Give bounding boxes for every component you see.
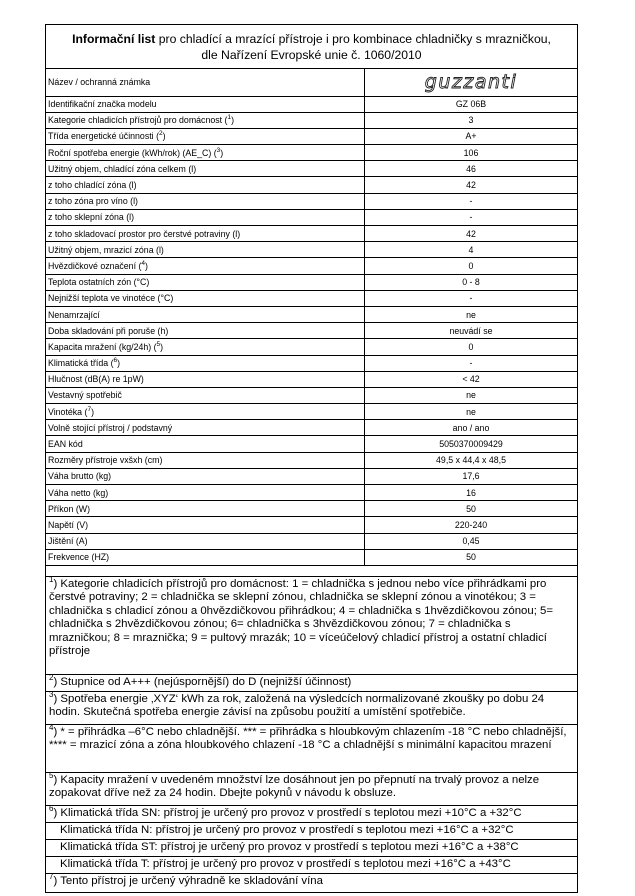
spec-label-text: z toho chladící zóna (l) — [48, 180, 137, 191]
spec-label-suffix: ) — [162, 131, 166, 142]
spec-label-text: Doba skladování při poruše (h) — [48, 325, 169, 336]
spec-value: 4 — [365, 242, 578, 258]
spec-label — [46, 339, 365, 355]
spec-value: 50 — [365, 501, 578, 517]
spec-label-text: Roční spotřeba energie (kWh/rok) (AE_C) ( — [48, 147, 217, 158]
spec-row — [46, 128, 577, 144]
footnote — [46, 773, 577, 806]
spec-row — [46, 485, 577, 501]
footnote — [46, 823, 577, 840]
spec-label-text: Identifikační značka modelu — [48, 99, 157, 110]
footnote-text: ) Kapacity mražení v uvedeném množství lze dosáhnout jen po přepnutí na trvalý provoz a nelze zopakovat dříve než za 24 hodin. Dbejte pokynů v návodu k obsluze. — [49, 773, 540, 800]
spec-row — [46, 177, 577, 193]
spec-row — [46, 209, 577, 225]
footnote-text: Klimatická třída T: přístroj je určený pro provoz v prostředí s teplotou mezi +16°C a +43°C — [60, 857, 511, 870]
spec-label — [46, 485, 365, 501]
spec-row — [46, 404, 577, 420]
spec-value: 46 — [365, 161, 578, 177]
spec-label-text: Užitný objem, mrazicí zóna (l) — [48, 244, 164, 255]
spec-label — [46, 355, 365, 371]
footnote-text: Klimatická třída ST: přístroj je určený pro provoz v prostředí s teplotou mezi +16°C a +38°C — [60, 840, 519, 853]
spec-label-text: Nejnižší teplota ve vinotéce (°C) — [48, 293, 174, 304]
footnote — [46, 806, 577, 823]
spec-label-text: Hvězdičkové označení ( — [48, 260, 142, 271]
spec-value: ne — [365, 387, 578, 403]
spec-label — [46, 177, 365, 193]
spec-value: 5050370009429 — [365, 436, 578, 452]
spec-label-text: Teplota ostatních zón (°C) — [48, 277, 150, 288]
footnote — [46, 692, 577, 725]
spec-row — [46, 517, 577, 533]
spec-value: ne — [365, 306, 578, 322]
spec-row — [46, 226, 577, 242]
spec-value: ne — [365, 404, 578, 420]
header-title-rest: pro chladící a mrazící přístroje i pro kombinace chladničky s mrazničkou, — [155, 32, 551, 46]
brand-row — [46, 69, 577, 96]
spec-label — [46, 161, 365, 177]
spec-label-text: Příkon (W) — [48, 503, 91, 514]
spec-label-footnote-ref: 6 — [113, 357, 118, 365]
footnotes — [46, 577, 577, 892]
spec-value: 42 — [365, 177, 578, 193]
spec-label — [46, 420, 365, 436]
spec-value: neuvádí se — [365, 323, 578, 339]
spec-value: 49,5 x 44,4 x 48,5 — [365, 452, 578, 468]
spec-label-text: Vinotéka ( — [48, 406, 88, 417]
footnote-text: ) * = přihrádka –6°C nebo chladnější. *** = přihrádka s hloubkovým chlazením -18 °C nebo chladnější, **** = mrazicí zóna a zóna hloubkového chlazení -18 °C a chladnější s minimální kapacitou mrazení — [49, 725, 567, 752]
spec-row — [46, 533, 577, 549]
brand-logo-text: guzzanti — [424, 71, 518, 94]
spec-value: < 42 — [365, 371, 578, 387]
spec-row — [46, 193, 577, 209]
spec-label — [46, 112, 365, 128]
spec-label-text: Váha brutto (kg) — [48, 471, 112, 482]
spec-row — [46, 371, 577, 387]
sheet-header — [46, 25, 577, 69]
spec-label-footnote-ref: 3 — [216, 146, 221, 154]
spec-label-text: Klimatická třída ( — [48, 358, 114, 369]
spec-label — [46, 549, 365, 565]
spec-value: 0 - 8 — [365, 274, 578, 290]
spec-label — [46, 517, 365, 533]
footnote-text: ) Stupnice od A+++ (nejúspornější) do D (nejnižší účinnost) — [53, 675, 352, 688]
spec-value: A+ — [365, 128, 578, 144]
spec-value: - — [365, 209, 578, 225]
spec-label — [46, 145, 365, 161]
spec-row — [46, 290, 577, 306]
spec-row — [46, 274, 577, 290]
footnote — [46, 874, 577, 892]
footnote-number: 7 — [49, 873, 54, 882]
spec-label — [46, 306, 365, 322]
spec-row — [46, 242, 577, 258]
spec-label-suffix: ) — [117, 358, 121, 369]
spec-row — [46, 112, 577, 128]
footnote-text: ) Tento přístroj je určený výhradně ke skladování vína — [53, 874, 323, 887]
footnote-text: ) Spotřeba energie ‚XYZ‘ kWh za rok, založená na výsledcích normalizované zkoušky po dobu 24 hodin. Skutečná spotřeba energie závisí na způsobu použití a umístění spotřebiče. — [49, 692, 545, 719]
spec-label-footnote-ref: 7 — [87, 405, 92, 413]
spec-row — [46, 161, 577, 177]
spec-row — [46, 339, 577, 355]
spec-label-suffix: ) — [145, 260, 148, 271]
spec-label-suffix: ) — [160, 341, 164, 352]
spec-label-footnote-ref: 1 — [227, 114, 232, 122]
spec-row — [46, 436, 577, 452]
footnote-number: 6 — [49, 805, 54, 814]
footnote — [46, 577, 577, 675]
header-line-2: dle Nařízení Evropské unie č. 1060/2010 — [201, 48, 422, 62]
spec-value: 0 — [365, 339, 578, 355]
spec-row — [46, 355, 577, 371]
information-sheet — [45, 24, 578, 893]
spec-label — [46, 242, 365, 258]
spec-value: 42 — [365, 226, 578, 242]
spec-label — [46, 436, 365, 452]
spec-value: 0 — [365, 258, 578, 274]
spec-row — [46, 145, 577, 161]
footnote — [46, 840, 577, 857]
spec-label-text: Hlučnost (dB(A) re 1pW) — [48, 374, 144, 385]
footnote — [46, 725, 577, 773]
spec-label — [46, 209, 365, 225]
spec-value: 3 — [365, 112, 578, 128]
spec-value: - — [365, 290, 578, 306]
spec-value: GZ 06B — [365, 96, 578, 112]
header-line-1 — [46, 31, 577, 47]
spec-label-text: Volně stojící přístroj / podstavný — [48, 422, 173, 433]
spec-label-text: z toho sklepní zóna (l) — [48, 212, 135, 223]
spec-label — [46, 323, 365, 339]
spec-row — [46, 387, 577, 403]
spec-value: 220-240 — [365, 517, 578, 533]
spec-label — [46, 274, 365, 290]
spec-value: 106 — [365, 145, 578, 161]
spec-label — [46, 468, 365, 484]
footnote-text: ) Klimatická třída SN: přístroj je určený pro provoz v prostředí s teplotou mezi +10°C a +32°C — [53, 806, 522, 819]
spec-label-text: Kategorie chladicích přístrojů pro domácnost ( — [48, 115, 228, 126]
brand-logo — [412, 71, 530, 93]
footnote — [46, 857, 577, 874]
spec-label — [46, 387, 365, 403]
spec-row — [46, 96, 577, 112]
spec-row — [46, 420, 577, 436]
footnote-text: ) Kategorie chladicích přístrojů pro domácnost: 1 = chladnička s jednou nebo více přihrádkami pro čerstvé potraviny; 2 = chladnička se sklepní zónou, chladnička se sklepní zónou a vinotékou; 3 = chladnička s chladicí zónou a 0hvězdičkovou přihrádkou; 4 = chladnička s 1hvězdičkovou zónou; 5= chladnička s 2hvězdičkovou zónou; 6= chladnička s 3hvězdičkovou zónou; 7 = chladnička s mrazničkou; 8 = mraznička; 9 = pultový mrazák; 10 = víceúčelový chladicí přístroj a ostatní chladicí přístroje — [49, 577, 554, 658]
footnote-number: 2 — [49, 674, 54, 683]
spec-label-text: Kapacita mražení (kg/24h) ( — [48, 341, 157, 352]
spec-label-suffix: ) — [220, 147, 224, 158]
spec-row — [46, 468, 577, 484]
spec-value: 16 — [365, 485, 578, 501]
spec-label — [46, 501, 365, 517]
footnote-text: Klimatická třída N: přístroj je určený pro provoz v prostředí s teplotou mezi +16°C a +32°C — [60, 823, 514, 836]
spec-label — [46, 452, 365, 468]
spec-label-text: Napětí (V) — [48, 519, 89, 530]
brand-logo-cell — [365, 69, 578, 96]
spec-row — [46, 452, 577, 468]
spec-label-text: Jištění (A) — [48, 536, 88, 547]
spec-label — [46, 96, 365, 112]
spec-label-suffix: ) — [231, 115, 235, 126]
table-spacer — [46, 566, 577, 577]
spec-label-text: Vestavný spotřebič — [48, 390, 122, 401]
spec-row — [46, 306, 577, 322]
spec-value: 50 — [365, 549, 578, 565]
spec-label-text: z toho zóna pro víno (l) — [48, 196, 138, 207]
spec-label — [46, 404, 365, 420]
footnote-number: 1 — [49, 576, 54, 585]
spec-label-text: z toho skladovací prostor pro čerstvé potraviny (l) — [48, 228, 241, 239]
spec-row — [46, 323, 577, 339]
spec-label-text: Váha netto (kg) — [48, 487, 109, 498]
spec-label-text: EAN kód — [48, 439, 83, 450]
spec-value: - — [365, 355, 578, 371]
spec-row — [46, 501, 577, 517]
spec-label — [46, 371, 365, 387]
footnote — [46, 675, 577, 692]
spec-label-text: Nenamrzající — [48, 309, 100, 320]
spec-value: - — [365, 193, 578, 209]
spec-label — [46, 193, 365, 209]
spec-row — [46, 549, 577, 565]
spec-row — [46, 258, 577, 274]
spec-value: 0,45 — [365, 533, 578, 549]
spec-label — [46, 258, 365, 274]
footnote-number: 5 — [49, 772, 54, 781]
spec-label-text: Frekvence (HZ) — [48, 552, 110, 563]
spec-label-text: Rozměry přístroje vxšxh (cm) — [48, 455, 163, 466]
spec-table — [46, 69, 577, 566]
spec-label-text: Užitný objem, chladící zóna celkem (l) — [48, 163, 197, 174]
brand-label: Název / ochranná známka — [46, 69, 365, 96]
spec-value: ano / ano — [365, 420, 578, 436]
footnote-number: 3 — [49, 691, 54, 700]
spec-label — [46, 226, 365, 242]
spec-label-footnote-ref: 2 — [159, 130, 163, 138]
spec-label — [46, 128, 365, 144]
header-title-bold: Informační list — [72, 32, 156, 46]
spec-label — [46, 533, 365, 549]
spec-label — [46, 290, 365, 306]
footnote-number: 4 — [49, 724, 54, 733]
spec-label-text: Třída energetické účinnosti ( — [48, 131, 159, 142]
spec-value: 17,6 — [365, 468, 578, 484]
spec-label-footnote-ref: 4 — [141, 260, 146, 268]
spec-label-footnote-ref: 5 — [156, 340, 161, 348]
spec-label-suffix: ) — [91, 406, 95, 417]
